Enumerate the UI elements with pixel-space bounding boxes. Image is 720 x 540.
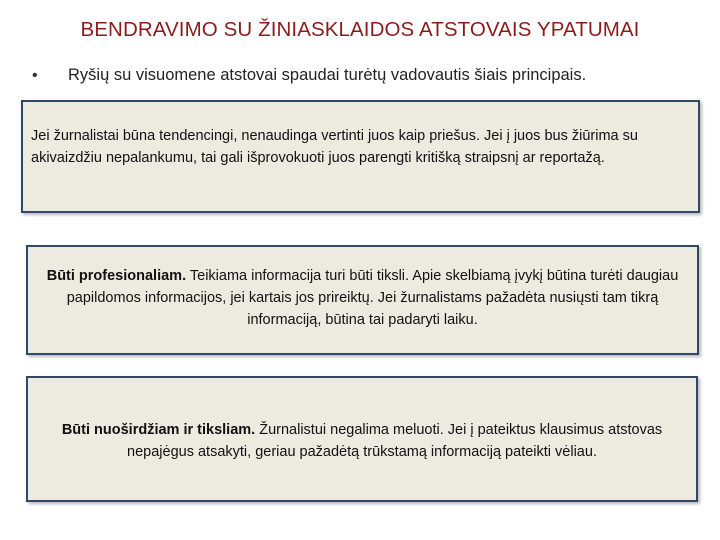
principle-text: Jei žurnalistai būna tendencingi, nenaudinga vertinti juos kaip priešus. Jei į juos bus žiūrima su akivaizdžiu nepalankumu, tai gali išprovokuoti juos parengti kritišką straipsnį ar reportažą.: [31, 128, 638, 166]
principle-text: Žurnalistui negalima meluoti. Jei į pateiktus klausimus atstovas nepajėgus atsakyti, geriau pažadėtą trūkstamą informaciją pateikti vėliau.: [127, 422, 663, 460]
slide-title: BENDRAVIMO SU ŽINIASKLAIDOS ATSTOVAIS YPATUMAI: [80, 18, 640, 41]
principle-text: Teikiama informacija turi būti tiksli. Apie skelbiamą įvykį būtina turėti daugiau papildomos informacijos, jei kartais jos prireiktų. Jei žurnalistams pažadėta nusiųsti tam tikrą informaciją, būtina tai padaryti laiku.: [66, 268, 679, 328]
principle-box-sincere-accurate: [26, 376, 698, 502]
principle-heading: Būti nuoširdžiam ir tiksliam.: [61, 422, 256, 438]
bullet-text: Ryšių su visuomene atstovai spaudai turėtų vadovautis šiais principais.: [68, 66, 587, 84]
bullet-icon: •: [32, 67, 38, 84]
principle-box-professional: [26, 245, 699, 355]
principle-heading: Būti profesionaliam.: [46, 268, 187, 284]
bullet-item: [32, 66, 712, 85]
principle-box-tendentious-journalists: [21, 100, 700, 213]
